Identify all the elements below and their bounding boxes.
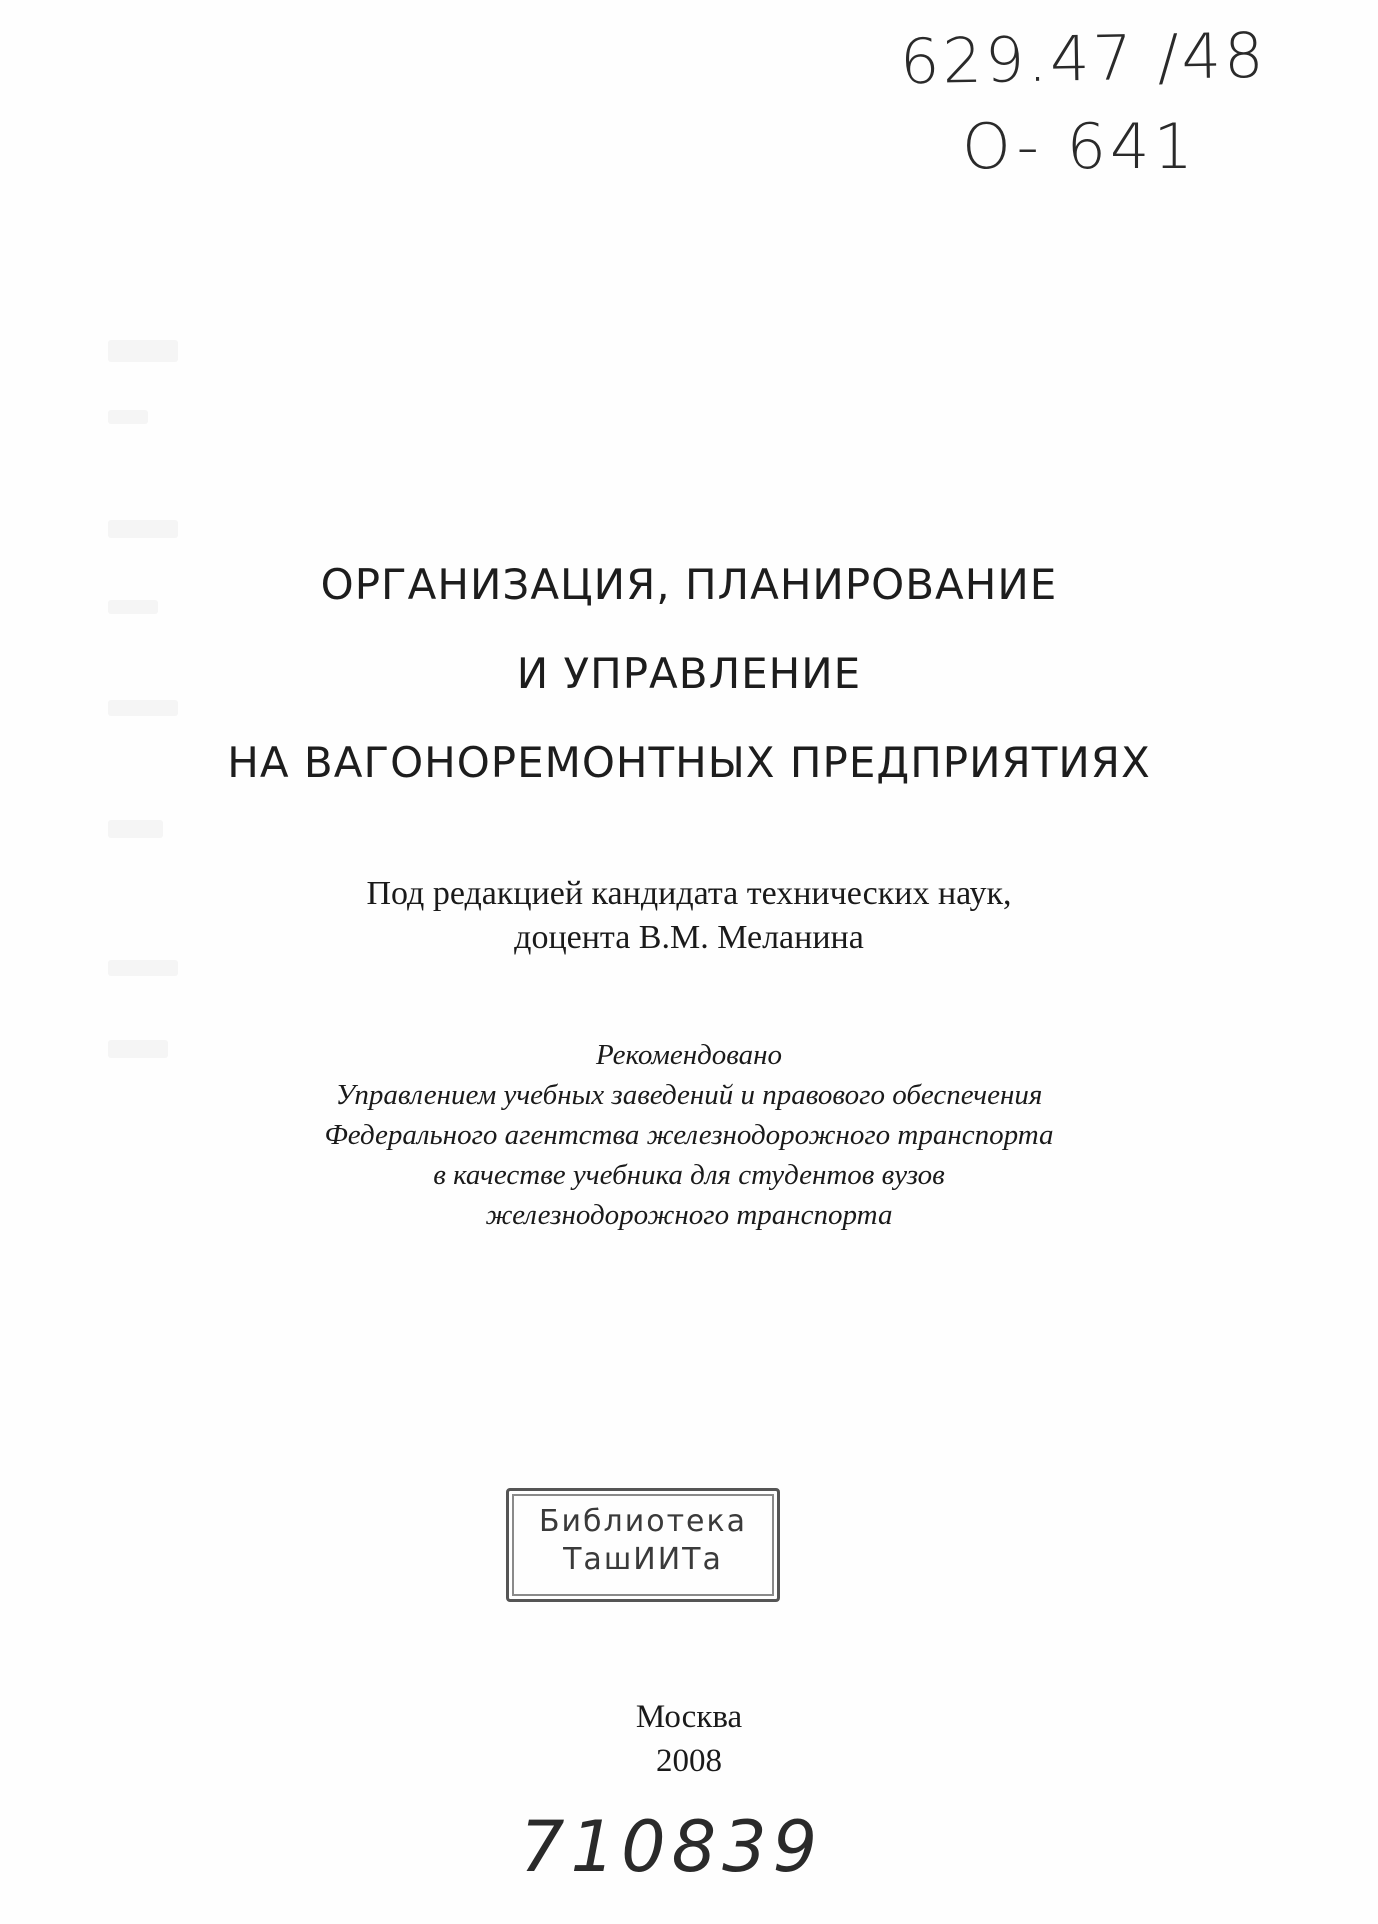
recommendation-line: Рекомендовано [595, 1039, 783, 1071]
call-number-author: O- 641 [962, 110, 1197, 183]
library-stamp-line: Библиотека [538, 1504, 748, 1539]
bleed-through-mark [108, 410, 148, 424]
book-title-line: НА ВАГОНОРЕМОНТНЫХ ПРЕДПРИЯТИЯХ [227, 738, 1151, 787]
recommendation-line: железнодорожного транспорта [485, 1199, 893, 1231]
editor-credit [0, 872, 1378, 960]
inventory-number: 710839 [520, 1806, 824, 1888]
recommendation-line: в качестве учебника для студентов вузов [433, 1159, 945, 1191]
book-title [0, 540, 1378, 807]
recommendation-line: Управлением учебных заведений и правового обеспечения [335, 1079, 1043, 1111]
bleed-through-mark [108, 960, 178, 976]
book-title-line: ОРГАНИЗАЦИЯ, ПЛАНИРОВАНИЕ [320, 560, 1058, 609]
recommendation-line: Федерального агентства железнодорожного транспорта [324, 1119, 1054, 1151]
publication-imprint [0, 1695, 1378, 1783]
book-title-line: И УПРАВЛЕНИЕ [516, 649, 862, 698]
editor-credit-line: Под редакцией кандидата технических наук, [366, 875, 1012, 912]
bleed-through-mark [108, 520, 178, 538]
publication-city: Москва [635, 1699, 743, 1735]
bleed-through-mark [108, 820, 163, 838]
recommendation-block [0, 1035, 1378, 1235]
editor-credit-line: доцента В.М. Меланина [514, 919, 864, 956]
call-number-class: 629.47 /48 [899, 18, 1268, 99]
bleed-through-mark [108, 340, 178, 362]
library-stamp [506, 1488, 780, 1602]
publication-year: 2008 [656, 1743, 722, 1779]
library-stamp-line: ТашИИТа [563, 1542, 723, 1577]
